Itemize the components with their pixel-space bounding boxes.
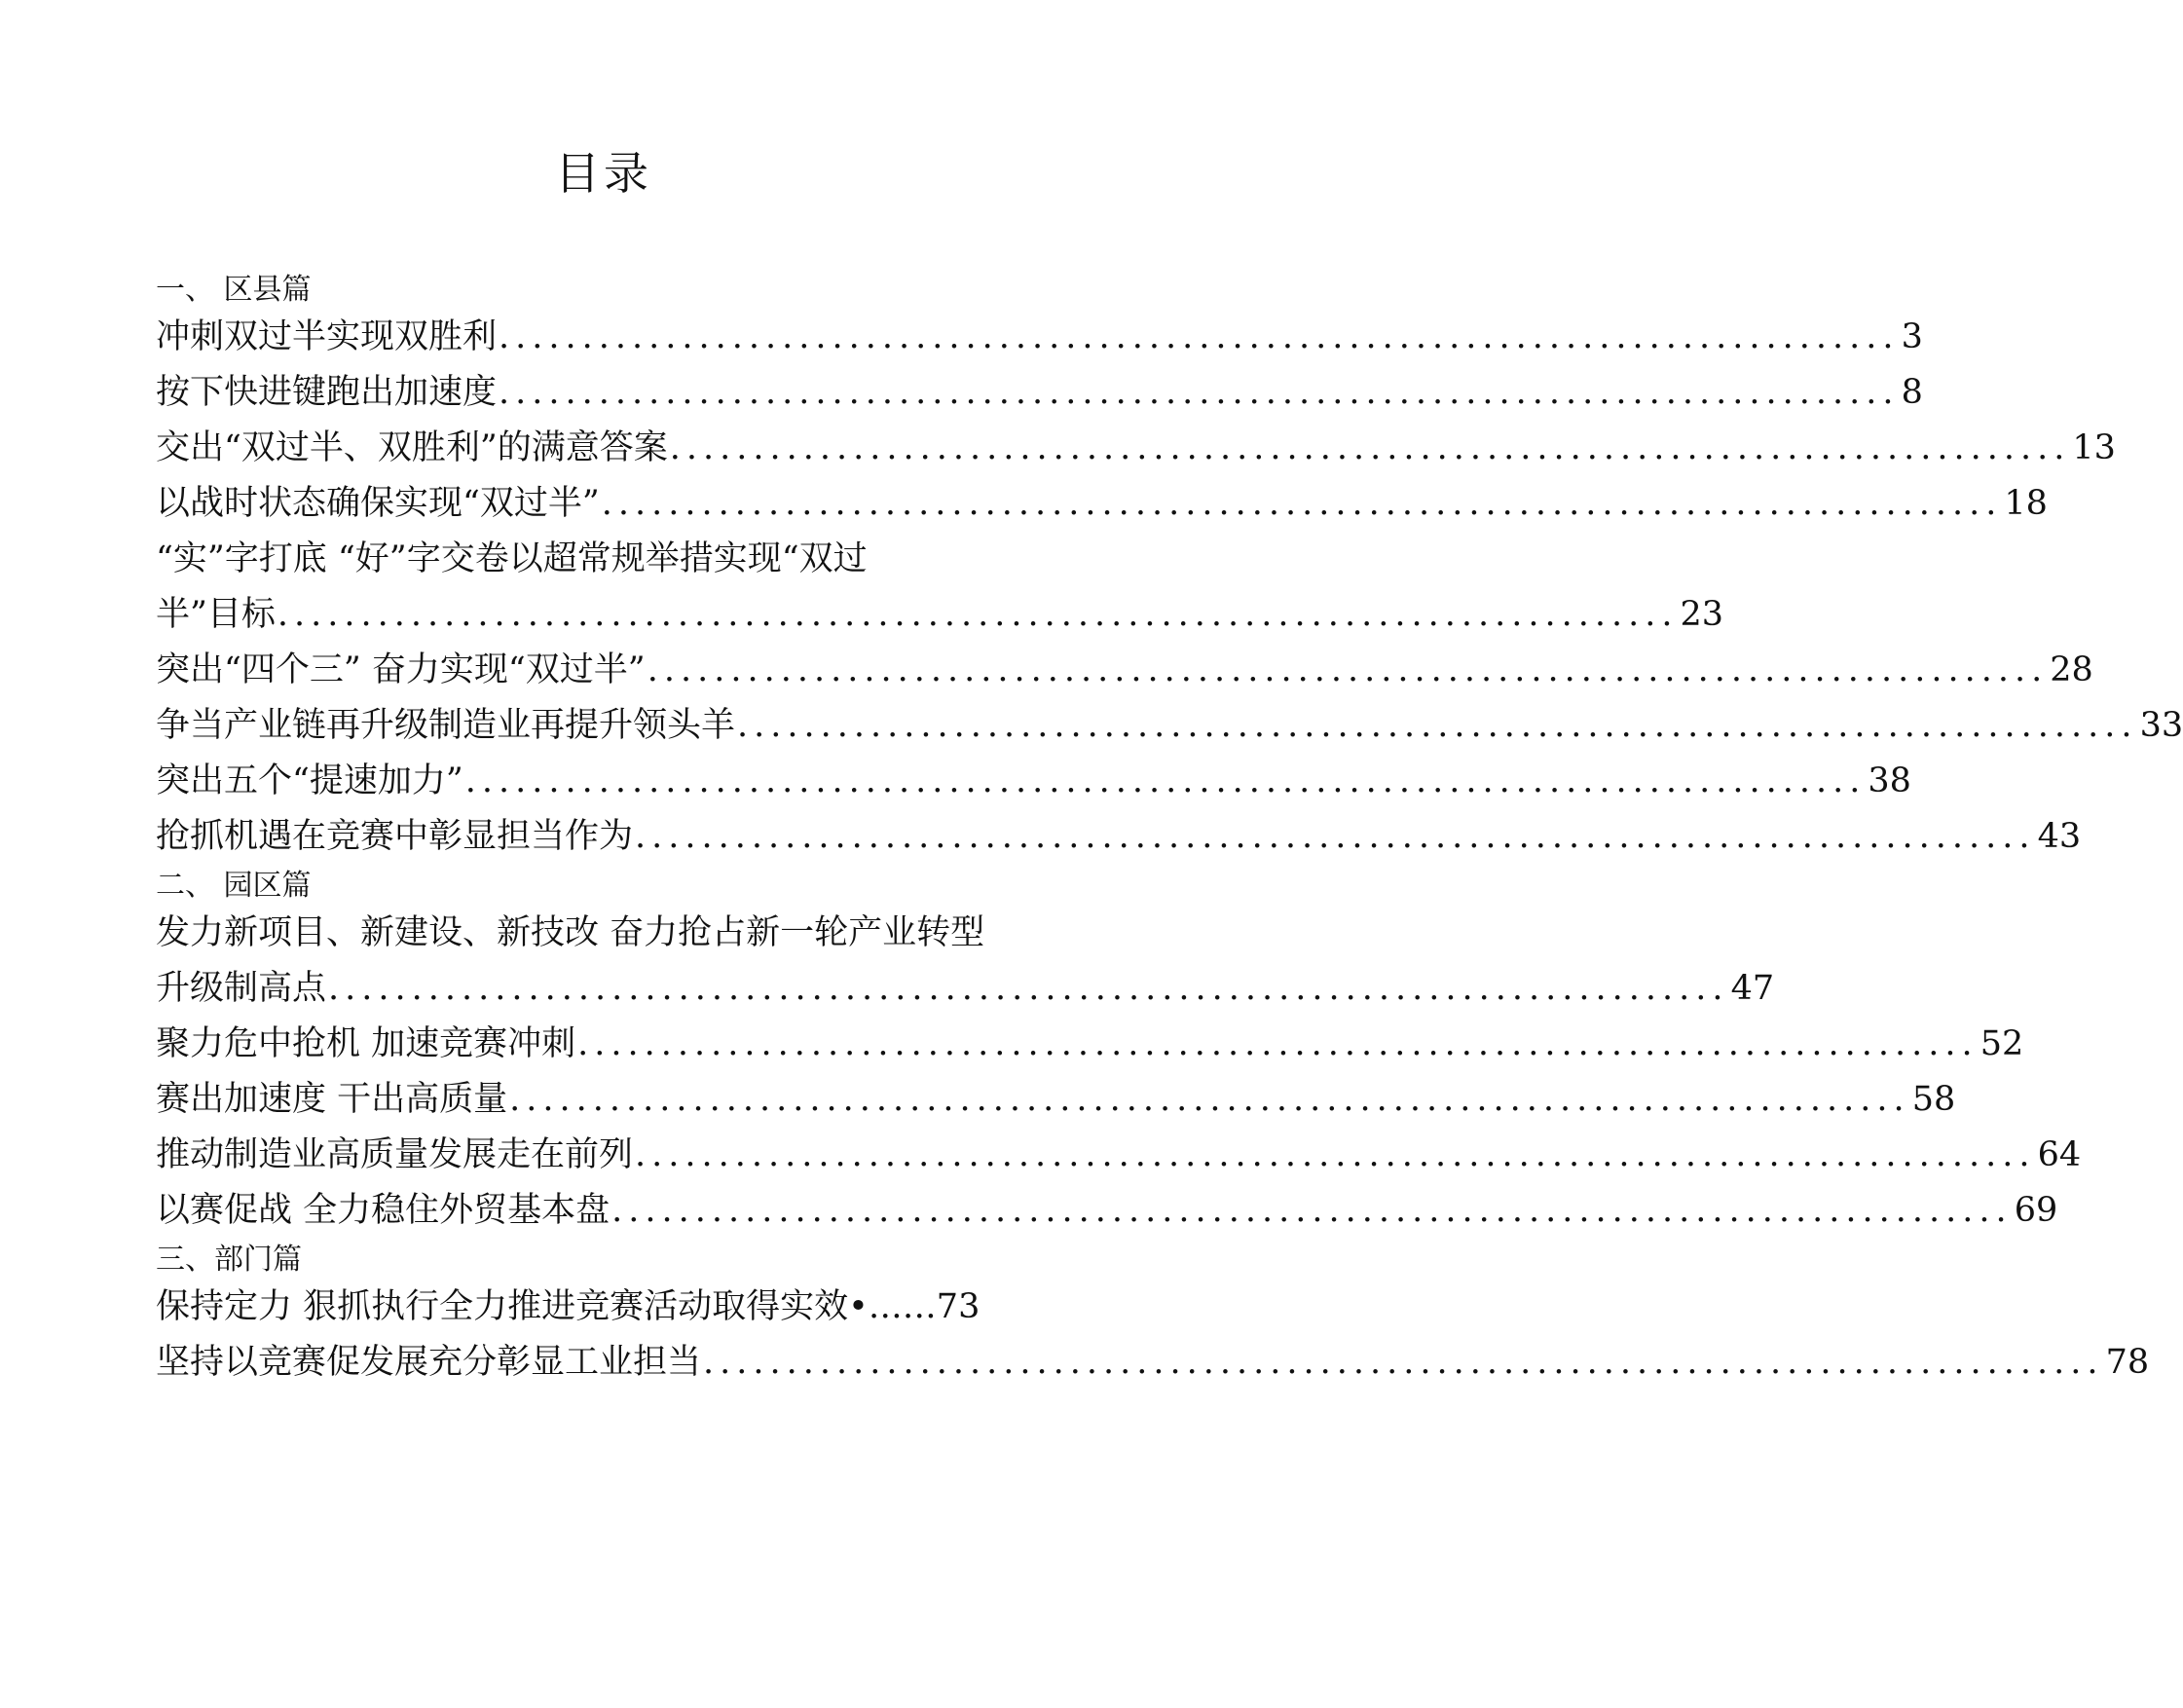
dot-leader: ....................................................................................: [737, 706, 2138, 745]
dot-leader: ....................................................................................: [611, 1191, 2013, 1230]
toc-entry[interactable]: [156, 1017, 2024, 1072]
toc-entry-title: 以战时状态确保实现“双过半”: [156, 484, 600, 523]
toc-entry[interactable]: [156, 1280, 1052, 1335]
section-heading-parks: 二、 园区篇: [156, 869, 312, 903]
dot-leader: ....................................................................................: [499, 317, 1900, 356]
dot-leader: ....................................................................................: [328, 969, 1729, 1008]
toc-entry[interactable]: [156, 1072, 1956, 1128]
toc-entry[interactable]: [156, 754, 1911, 809]
dot-leader: ....................................................................................: [601, 484, 2003, 523]
page-title: 目录: [555, 147, 652, 200]
dot-leader: ....................................................................................: [509, 1080, 1910, 1119]
dot-leader: •……: [848, 1287, 937, 1326]
toc-entry-title: 按下快进键跑出加速度: [156, 373, 498, 412]
toc-entry[interactable]: [156, 906, 1775, 1017]
section-heading-counties: 一、 区县篇: [156, 273, 312, 307]
toc-entry-page: 73: [936, 1287, 980, 1326]
toc-entry-page: 64: [2037, 1135, 2082, 1174]
toc-entry-title-line1: 发力新项目、新建设、新技改 奋力抢占新一轮产业转型: [156, 913, 985, 952]
toc-entry-title: 保持定力 狠抓执行全力推进竞赛活动取得实效: [156, 1287, 849, 1326]
toc-entry-title: 抢抓机遇在竞赛中彰显担当作为: [156, 817, 634, 856]
toc-entry-page: 18: [2004, 484, 2048, 523]
toc-entry-title: 突出“四个三” 奋力实现“双过半”: [156, 650, 646, 689]
toc-entry-title: 以赛促战 全力稳住外贸基本盘: [156, 1191, 610, 1230]
dot-leader: ....................................................................................: [277, 595, 1679, 634]
toc-entry-page: 78: [2105, 1343, 2150, 1382]
dot-leader: ....................................................................................: [703, 1343, 2104, 1382]
toc-entry-page: 69: [2014, 1191, 2058, 1230]
section-heading-departments: 三、部门篇: [156, 1243, 302, 1277]
toc-entry-page: 33: [2139, 706, 2183, 745]
dot-leader: ....................................................................................: [635, 1135, 2036, 1174]
toc-entry[interactable]: [156, 643, 2093, 698]
toc-entry[interactable]: [156, 310, 1923, 365]
toc-entry-title: 聚力危中抢机 加速竞赛冲刺: [156, 1024, 576, 1063]
toc-entry-title-line1: “实”字打底 “好”字交卷以超常规举措实现“双过: [156, 539, 868, 578]
toc-entry-page: 3: [1901, 317, 1923, 356]
toc-entry-page: 52: [1980, 1024, 2024, 1063]
toc-entry-title: 交出“双过半、双胜利”的满意答案: [156, 428, 668, 467]
toc-entry-page: 38: [1868, 761, 1911, 800]
toc-entry-title: 争当产业链再升级制造业再提升领头羊: [156, 706, 736, 745]
toc-entry[interactable]: [156, 809, 2082, 865]
toc-entry-title: 坚持以竞赛促发展充分彰显工业担当: [156, 1343, 702, 1382]
dot-leader: ....................................................................................: [499, 373, 1900, 412]
dot-leader: ....................................................................................: [464, 761, 1867, 800]
toc-entry-page: 13: [2072, 428, 2116, 467]
toc-entry-title: 升级制高点: [156, 969, 327, 1008]
toc-entry-title: 赛出加速度 干出高质量: [156, 1080, 508, 1119]
toc-entry-page: 8: [1901, 373, 1923, 412]
toc-entry-page: 43: [2037, 817, 2082, 856]
toc-entry[interactable]: [156, 698, 2183, 754]
toc-entry[interactable]: [156, 532, 1723, 643]
toc-entry-title: 突出五个“提速加力”: [156, 761, 463, 800]
toc-entry[interactable]: [156, 365, 1923, 421]
toc-entry-page: 58: [1911, 1080, 1956, 1119]
toc-entry[interactable]: [156, 1128, 2082, 1183]
toc-entry[interactable]: [156, 421, 2116, 476]
dot-leader: ....................................................................................: [647, 650, 2049, 689]
toc-entry[interactable]: [156, 1183, 2058, 1239]
toc-entry-page: 47: [1730, 969, 1775, 1008]
table-of-contents: [156, 271, 2183, 1391]
dot-leader: ....................................................................................: [635, 817, 2036, 856]
toc-entry-title: 推动制造业高质量发展走在前列: [156, 1135, 634, 1174]
dot-leader: ....................................................................................: [669, 428, 2071, 467]
toc-entry[interactable]: [156, 476, 2048, 532]
toc-entry-page: 23: [1680, 595, 1723, 634]
dot-leader: ....................................................................................: [577, 1024, 1979, 1063]
toc-entry[interactable]: [156, 1335, 2150, 1391]
toc-entry-page: 28: [2050, 650, 2093, 689]
toc-entry-title: 冲刺双过半实现双胜利: [156, 317, 498, 356]
toc-entry-title: 半”目标: [156, 595, 276, 634]
